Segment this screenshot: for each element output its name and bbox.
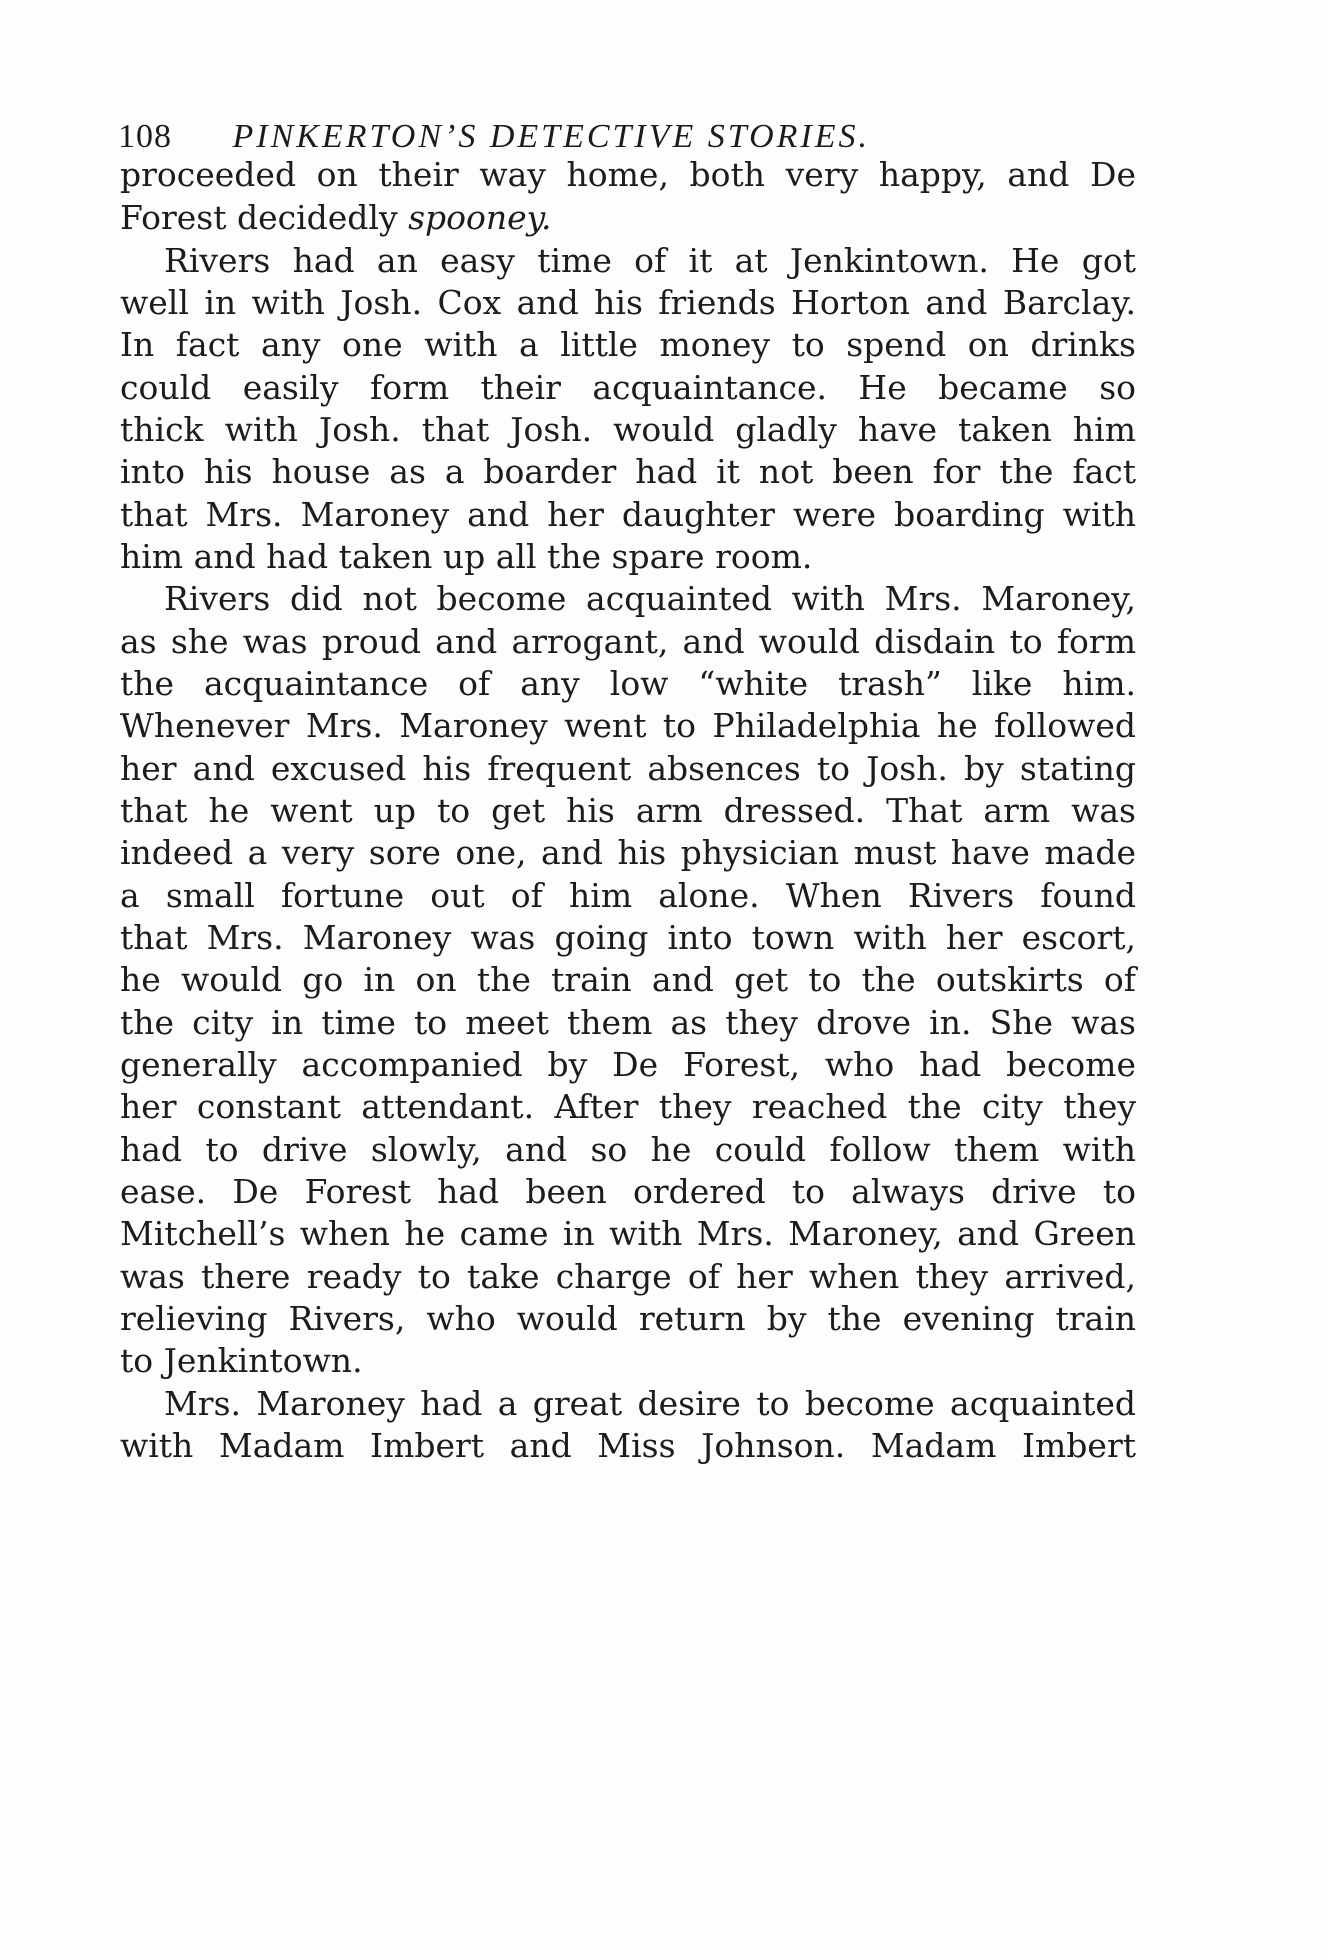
text-line: her and excused his frequent absences to Josh. by stating <box>120 749 1136 788</box>
text-line: he would go in on the train and get to the outskirts of <box>120 960 1136 999</box>
text-line: thick with Josh. that Josh. would gladly have taken him <box>120 410 1136 449</box>
text-line: Mitchell’s when he came in with Mrs. Maroney, and Green <box>120 1214 1136 1253</box>
text-line: Mrs. Maroney had a great desire to become acquainted <box>164 1384 1136 1423</box>
text-line: had to drive slowly, and so he could follow them with <box>120 1130 1136 1169</box>
text-line: proceeded on their way home, both very happy, and De <box>120 155 1136 194</box>
text-line: ease. De Forest had been ordered to always drive to <box>120 1172 1136 1211</box>
text-line: that Mrs. Maroney was going into town with her escort, <box>120 918 1136 957</box>
italic-word: spooney. <box>408 198 552 237</box>
text-line: the acquaintance of any low “white trash” like him. <box>120 664 1136 703</box>
text-line: In fact any one with a little money to spend on drinks <box>120 325 1136 364</box>
text-line: a small fortune out of him alone. When Rivers found <box>120 876 1136 915</box>
text-line: indeed a very sore one, and his physician must have made <box>120 833 1136 872</box>
text-line: could easily form their acquaintance. He became so <box>120 368 1136 407</box>
text-line: that Mrs. Maroney and her daughter were boarding with <box>120 495 1136 534</box>
text-line: that he went up to get his arm dressed. That arm was <box>120 791 1136 830</box>
text-line: her constant attendant. After they reached the city they <box>120 1087 1136 1126</box>
text-line: was there ready to take charge of her when they arrived, <box>120 1257 1136 1296</box>
text-line: to Jenkintown. <box>120 1341 363 1380</box>
text-line: with Madam Imbert and Miss Johnson. Madam Imbert <box>120 1426 1136 1465</box>
text-line: relieving Rivers, who would return by the evening train <box>120 1299 1136 1338</box>
text-line: Rivers did not become acquainted with Mrs. Maroney, <box>164 579 1136 618</box>
running-title: PINKERTON’S DETECTIVE STORIES. <box>232 118 870 155</box>
text-line: him and had taken up all the spare room. <box>120 537 813 576</box>
text-line: the city in time to meet them as they drove in. She was <box>120 1003 1136 1042</box>
page-number: 108 <box>118 118 172 155</box>
text-line: as she was proud and arrogant, and would disdain to form <box>120 622 1136 661</box>
text-line: into his house as a boarder had it not been for the fact <box>120 452 1136 491</box>
text-segment: Forest decidedly <box>120 198 409 237</box>
text-line: well in with Josh. Cox and his friends Horton and Barclay. <box>120 283 1136 322</box>
text-line: generally accompanied by De Forest, who had become <box>120 1045 1136 1084</box>
text-line: Rivers had an easy time of it at Jenkintown. He got <box>164 241 1136 280</box>
text-line: Whenever Mrs. Maroney went to Philadelphia he followed <box>120 706 1136 745</box>
